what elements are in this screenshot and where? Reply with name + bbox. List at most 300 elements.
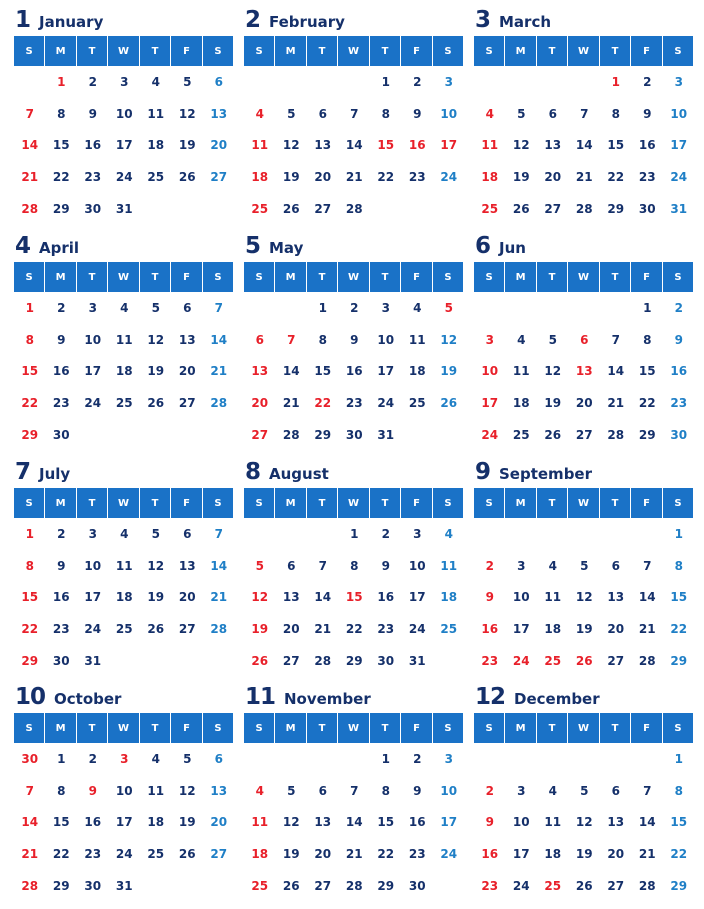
day-cell: 13 xyxy=(607,815,625,830)
month-number: 9 xyxy=(475,459,492,485)
day-empty xyxy=(140,869,172,901)
day-cell: 10 xyxy=(440,783,458,798)
day-empty xyxy=(203,644,235,676)
day-cell: 31 xyxy=(670,201,688,216)
day-empty xyxy=(537,292,569,324)
day-cell: 10 xyxy=(84,558,102,573)
day-cell: 12 xyxy=(282,138,300,153)
month-december xyxy=(474,682,696,901)
day-empty xyxy=(506,292,538,324)
day-cell: 28 xyxy=(210,396,228,411)
day-empty xyxy=(14,66,46,98)
day-cell: 9 xyxy=(485,815,494,830)
weekday-label: T xyxy=(77,262,107,292)
day-cell: 7 xyxy=(214,301,223,316)
day-empty xyxy=(140,644,172,676)
day-empty xyxy=(109,418,141,450)
day-cell: 8 xyxy=(25,332,34,347)
day-grid xyxy=(14,66,236,224)
day-cell: 30 xyxy=(345,427,363,442)
day-empty xyxy=(244,743,276,775)
day-cell: 3 xyxy=(413,527,422,542)
day-cell: 17 xyxy=(377,364,395,379)
day-cell: 16 xyxy=(638,138,656,153)
day-empty xyxy=(600,518,632,550)
day-cell: 10 xyxy=(670,106,688,121)
day-cell: 29 xyxy=(314,427,332,442)
day-cell: 14 xyxy=(638,815,656,830)
day-cell: 3 xyxy=(444,75,453,90)
day-cell: 20 xyxy=(251,396,269,411)
day-cell: 28 xyxy=(21,878,39,893)
day-cell: 28 xyxy=(345,201,363,216)
month-number: 6 xyxy=(475,233,492,259)
day-cell: 18 xyxy=(408,364,426,379)
month-may xyxy=(244,231,466,450)
day-cell: 11 xyxy=(440,558,458,573)
day-cell: 10 xyxy=(512,590,530,605)
day-cell: 13 xyxy=(607,590,625,605)
day-cell: 1 xyxy=(674,527,683,542)
day-cell: 14 xyxy=(345,815,363,830)
day-cell: 8 xyxy=(674,558,683,573)
day-cell: 1 xyxy=(25,527,34,542)
weekday-label: T xyxy=(307,713,337,743)
day-cell: 18 xyxy=(481,170,499,185)
day-cell: 27 xyxy=(314,878,332,893)
day-empty xyxy=(632,518,664,550)
day-cell: 1 xyxy=(318,301,327,316)
month-august xyxy=(244,457,466,676)
day-cell: 18 xyxy=(440,590,458,605)
day-cell: 7 xyxy=(643,558,652,573)
day-cell: 6 xyxy=(287,558,296,573)
day-cell: 13 xyxy=(314,138,332,153)
day-cell: 14 xyxy=(575,138,593,153)
day-cell: 18 xyxy=(544,622,562,637)
day-cell: 10 xyxy=(377,332,395,347)
month-name: December xyxy=(514,690,600,708)
day-cell: 18 xyxy=(147,138,165,153)
day-empty xyxy=(244,518,276,550)
day-cell: 23 xyxy=(408,847,426,862)
day-cell: 21 xyxy=(638,622,656,637)
day-cell: 19 xyxy=(147,364,165,379)
day-cell: 8 xyxy=(57,106,66,121)
day-cell: 10 xyxy=(512,815,530,830)
day-cell: 12 xyxy=(575,590,593,605)
day-cell: 11 xyxy=(544,815,562,830)
day-empty xyxy=(172,418,204,450)
day-cell: 30 xyxy=(84,201,102,216)
day-cell: 29 xyxy=(52,878,70,893)
day-cell: 3 xyxy=(120,752,129,767)
month-april xyxy=(14,231,236,450)
month-title xyxy=(474,457,696,488)
day-cell: 10 xyxy=(84,332,102,347)
day-cell: 20 xyxy=(282,622,300,637)
weekday-label: S xyxy=(663,713,693,743)
day-cell: 26 xyxy=(575,653,593,668)
day-cell: 7 xyxy=(25,783,34,798)
day-cell: 11 xyxy=(251,138,269,153)
day-cell: 25 xyxy=(481,201,499,216)
day-cell: 3 xyxy=(517,558,526,573)
day-cell: 9 xyxy=(413,106,422,121)
day-empty xyxy=(433,869,465,901)
weekday-label: S xyxy=(433,262,463,292)
day-cell: 26 xyxy=(251,653,269,668)
month-title xyxy=(244,231,466,262)
weekday-label: F xyxy=(401,262,431,292)
day-cell: 28 xyxy=(210,622,228,637)
month-title xyxy=(244,5,466,36)
day-cell: 17 xyxy=(481,396,499,411)
day-cell: 5 xyxy=(517,106,526,121)
day-empty xyxy=(600,743,632,775)
day-cell: 29 xyxy=(638,427,656,442)
day-cell: 24 xyxy=(84,396,102,411)
day-cell: 9 xyxy=(350,332,359,347)
day-cell: 11 xyxy=(512,364,530,379)
day-empty xyxy=(276,743,308,775)
day-cell: 15 xyxy=(607,138,625,153)
day-empty xyxy=(109,644,141,676)
day-cell: 15 xyxy=(345,590,363,605)
day-cell: 25 xyxy=(512,427,530,442)
weekday-label: T xyxy=(600,262,630,292)
day-cell: 17 xyxy=(115,815,133,830)
day-cell: 17 xyxy=(115,138,133,153)
day-cell: 4 xyxy=(548,783,557,798)
day-cell: 26 xyxy=(512,201,530,216)
weekday-label: S xyxy=(14,713,44,743)
day-cell: 26 xyxy=(282,878,300,893)
day-cell: 24 xyxy=(481,427,499,442)
day-cell: 14 xyxy=(210,332,228,347)
day-cell: 1 xyxy=(611,75,620,90)
day-cell: 1 xyxy=(57,75,66,90)
day-cell: 3 xyxy=(674,75,683,90)
day-cell: 12 xyxy=(147,558,165,573)
day-cell: 29 xyxy=(377,878,395,893)
weekday-label: S xyxy=(244,713,274,743)
day-grid xyxy=(244,66,466,224)
day-cell: 28 xyxy=(314,653,332,668)
day-empty xyxy=(569,292,601,324)
month-title xyxy=(474,231,696,262)
day-cell: 17 xyxy=(84,364,102,379)
weekday-label: W xyxy=(568,36,598,66)
day-cell: 23 xyxy=(84,847,102,862)
day-cell: 29 xyxy=(21,653,39,668)
day-cell: 24 xyxy=(512,878,530,893)
day-cell: 20 xyxy=(314,847,332,862)
day-cell: 21 xyxy=(345,170,363,185)
day-cell: 31 xyxy=(115,878,133,893)
weekday-label: T xyxy=(370,262,400,292)
weekday-label: T xyxy=(77,488,107,518)
day-cell: 27 xyxy=(251,427,269,442)
day-cell: 3 xyxy=(88,527,97,542)
day-cell: 1 xyxy=(643,301,652,316)
day-cell: 3 xyxy=(485,332,494,347)
day-cell: 11 xyxy=(115,332,133,347)
day-cell: 10 xyxy=(408,558,426,573)
day-cell: 17 xyxy=(512,622,530,637)
weekday-label: F xyxy=(631,713,661,743)
day-cell: 17 xyxy=(512,847,530,862)
day-cell: 20 xyxy=(178,364,196,379)
day-cell: 19 xyxy=(251,622,269,637)
weekday-label: S xyxy=(203,713,233,743)
day-cell: 11 xyxy=(147,783,165,798)
day-cell: 28 xyxy=(575,201,593,216)
day-cell: 5 xyxy=(151,527,160,542)
day-cell: 25 xyxy=(115,622,133,637)
weekday-label: T xyxy=(600,36,630,66)
weekday-label: T xyxy=(140,262,170,292)
day-cell: 4 xyxy=(255,783,264,798)
day-cell: 19 xyxy=(440,364,458,379)
weekday-header xyxy=(14,713,236,743)
weekday-label: M xyxy=(275,488,305,518)
day-cell: 22 xyxy=(52,847,70,862)
day-empty xyxy=(537,743,569,775)
month-name: July xyxy=(39,465,71,483)
day-cell: 10 xyxy=(115,106,133,121)
day-cell: 20 xyxy=(544,170,562,185)
weekday-label: S xyxy=(474,713,504,743)
day-cell: 9 xyxy=(88,106,97,121)
month-number: 4 xyxy=(15,233,32,259)
day-cell: 11 xyxy=(408,332,426,347)
day-cell: 23 xyxy=(670,396,688,411)
day-cell: 22 xyxy=(607,170,625,185)
day-cell: 28 xyxy=(638,878,656,893)
day-cell: 5 xyxy=(183,75,192,90)
day-cell: 16 xyxy=(345,364,363,379)
day-cell: 15 xyxy=(21,590,39,605)
month-name: January xyxy=(39,13,104,31)
weekday-label: W xyxy=(108,262,138,292)
day-cell: 20 xyxy=(575,396,593,411)
weekday-label: W xyxy=(108,713,138,743)
weekday-header xyxy=(244,713,466,743)
day-grid xyxy=(474,518,696,676)
day-cell: 20 xyxy=(607,622,625,637)
weekday-label: S xyxy=(433,713,463,743)
day-cell: 27 xyxy=(210,847,228,862)
day-empty xyxy=(402,418,434,450)
day-cell: 2 xyxy=(57,527,66,542)
day-cell: 9 xyxy=(413,783,422,798)
weekday-label: T xyxy=(370,488,400,518)
day-empty xyxy=(307,66,339,98)
day-empty xyxy=(474,518,506,550)
month-number: 8 xyxy=(245,459,262,485)
day-cell: 29 xyxy=(670,878,688,893)
day-cell: 22 xyxy=(377,170,395,185)
day-cell: 10 xyxy=(115,783,133,798)
day-cell: 12 xyxy=(544,364,562,379)
day-cell: 23 xyxy=(481,653,499,668)
weekday-label: W xyxy=(338,36,368,66)
day-cell: 24 xyxy=(440,170,458,185)
day-empty xyxy=(203,418,235,450)
day-cell: 28 xyxy=(607,427,625,442)
month-number: 5 xyxy=(245,233,262,259)
month-september xyxy=(474,457,696,676)
day-cell: 26 xyxy=(575,878,593,893)
day-cell: 23 xyxy=(52,622,70,637)
day-cell: 30 xyxy=(638,201,656,216)
day-cell: 19 xyxy=(512,170,530,185)
weekday-label: S xyxy=(433,488,463,518)
weekday-label: F xyxy=(171,36,201,66)
day-cell: 2 xyxy=(88,752,97,767)
day-cell: 2 xyxy=(674,301,683,316)
day-cell: 17 xyxy=(440,815,458,830)
day-empty xyxy=(569,66,601,98)
day-cell: 4 xyxy=(517,332,526,347)
weekday-label: T xyxy=(140,488,170,518)
day-cell: 11 xyxy=(115,558,133,573)
day-cell: 12 xyxy=(147,332,165,347)
day-empty xyxy=(402,192,434,224)
day-cell: 15 xyxy=(638,364,656,379)
day-empty xyxy=(506,743,538,775)
day-empty xyxy=(433,418,465,450)
day-grid xyxy=(244,292,466,450)
day-cell: 21 xyxy=(21,847,39,862)
day-cell: 28 xyxy=(21,201,39,216)
day-cell: 2 xyxy=(643,75,652,90)
weekday-label: M xyxy=(45,713,75,743)
day-cell: 5 xyxy=(580,783,589,798)
day-empty xyxy=(600,292,632,324)
weekday-label: T xyxy=(537,36,567,66)
day-cell: 25 xyxy=(544,878,562,893)
day-grid xyxy=(474,66,696,224)
month-october xyxy=(14,682,236,901)
weekday-label: F xyxy=(631,36,661,66)
day-cell: 7 xyxy=(350,106,359,121)
weekday-label: W xyxy=(108,36,138,66)
day-cell: 21 xyxy=(575,170,593,185)
day-cell: 21 xyxy=(21,170,39,185)
day-cell: 8 xyxy=(674,783,683,798)
day-cell: 1 xyxy=(381,75,390,90)
day-cell: 8 xyxy=(57,783,66,798)
weekday-label: M xyxy=(505,262,535,292)
day-cell: 28 xyxy=(345,878,363,893)
day-empty xyxy=(172,644,204,676)
weekday-label: M xyxy=(45,36,75,66)
day-cell: 2 xyxy=(57,301,66,316)
day-cell: 19 xyxy=(575,622,593,637)
day-cell: 6 xyxy=(183,527,192,542)
month-number: 12 xyxy=(475,684,506,710)
day-cell: 29 xyxy=(52,201,70,216)
day-empty xyxy=(244,292,276,324)
day-cell: 20 xyxy=(607,847,625,862)
weekday-label: S xyxy=(244,488,274,518)
day-cell: 18 xyxy=(251,847,269,862)
day-empty xyxy=(339,66,371,98)
day-cell: 11 xyxy=(251,815,269,830)
day-cell: 15 xyxy=(21,364,39,379)
day-cell: 26 xyxy=(178,170,196,185)
day-cell: 7 xyxy=(580,106,589,121)
day-cell: 1 xyxy=(57,752,66,767)
day-cell: 8 xyxy=(25,558,34,573)
weekday-header xyxy=(244,262,466,292)
day-cell: 13 xyxy=(210,783,228,798)
weekday-header xyxy=(474,36,696,66)
weekday-label: T xyxy=(600,488,630,518)
day-empty xyxy=(506,518,538,550)
day-cell: 1 xyxy=(350,527,359,542)
day-empty xyxy=(307,743,339,775)
day-empty xyxy=(172,192,204,224)
weekday-label: M xyxy=(275,262,305,292)
day-cell: 21 xyxy=(607,396,625,411)
day-cell: 21 xyxy=(345,847,363,862)
day-cell: 20 xyxy=(178,590,196,605)
weekday-label: T xyxy=(77,713,107,743)
day-cell: 3 xyxy=(88,301,97,316)
month-november xyxy=(244,682,466,901)
day-cell: 18 xyxy=(544,847,562,862)
day-cell: 7 xyxy=(214,527,223,542)
day-cell: 13 xyxy=(575,364,593,379)
day-cell: 9 xyxy=(381,558,390,573)
day-cell: 14 xyxy=(638,590,656,605)
day-cell: 24 xyxy=(84,622,102,637)
day-cell: 13 xyxy=(178,332,196,347)
day-cell: 30 xyxy=(21,752,39,767)
month-number: 2 xyxy=(245,7,262,33)
day-cell: 18 xyxy=(251,170,269,185)
day-cell: 9 xyxy=(643,106,652,121)
day-cell: 23 xyxy=(345,396,363,411)
day-cell: 6 xyxy=(611,783,620,798)
day-cell: 2 xyxy=(413,75,422,90)
day-cell: 18 xyxy=(512,396,530,411)
month-name: March xyxy=(499,13,552,31)
day-cell: 8 xyxy=(318,332,327,347)
day-cell: 19 xyxy=(575,847,593,862)
day-cell: 13 xyxy=(251,364,269,379)
weekday-header xyxy=(474,713,696,743)
day-cell: 27 xyxy=(210,170,228,185)
day-cell: 17 xyxy=(84,590,102,605)
day-grid xyxy=(14,518,236,676)
weekday-label: F xyxy=(401,36,431,66)
day-cell: 22 xyxy=(670,847,688,862)
day-cell: 24 xyxy=(377,396,395,411)
day-cell: 13 xyxy=(210,106,228,121)
day-cell: 27 xyxy=(314,201,332,216)
day-cell: 15 xyxy=(670,815,688,830)
day-cell: 15 xyxy=(670,590,688,605)
day-cell: 6 xyxy=(318,783,327,798)
day-cell: 12 xyxy=(282,815,300,830)
month-number: 7 xyxy=(15,459,32,485)
weekday-label: S xyxy=(14,488,44,518)
day-cell: 25 xyxy=(251,878,269,893)
